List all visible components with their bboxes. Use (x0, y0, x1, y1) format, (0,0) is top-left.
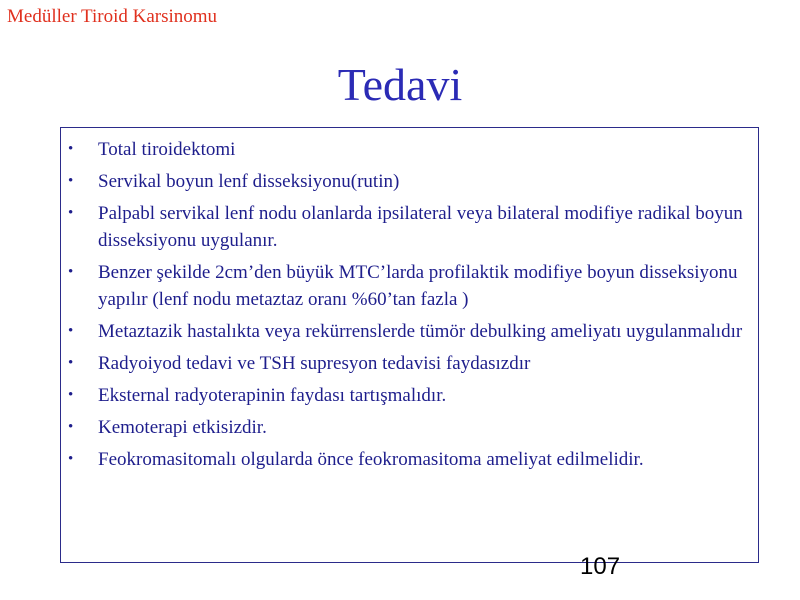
bullet-text: Metaztazik hastalıkta veya rekürrenslerde tümör debulking ameliyatı uygulanmalıdır (98, 321, 743, 342)
bullet-icon: • (68, 173, 74, 189)
bullet-icon: • (68, 387, 74, 403)
bullet-item (68, 414, 748, 441)
bullet-item (68, 136, 748, 163)
bullet-icon: • (68, 451, 74, 467)
bullet-text: Palpabl servikal lenf nodu olanlarda ipsilateral veya bilateral modifiye radikal boyun disseksiyonu uygulanır. (98, 203, 743, 251)
bullet-item (68, 200, 748, 254)
bullet-icon: • (68, 205, 74, 221)
bullet-icon: • (68, 419, 74, 435)
bullet-icon: • (68, 264, 74, 280)
bullet-text: Eksternal radyoterapinin faydası tartışmalıdır. (98, 385, 447, 406)
bullet-icon: • (68, 355, 74, 371)
bullet-item (68, 259, 748, 313)
slide-title: Tedavi (337, 59, 463, 110)
bullet-item (68, 446, 748, 473)
bullet-text: Servikal boyun lenf disseksiyonu(rutin) (98, 171, 400, 192)
bullet-list (68, 136, 748, 478)
bullet-text: Kemoterapi etkisizdir. (98, 417, 267, 438)
slide-header: Medüller Tiroid Karsinomu (7, 6, 218, 27)
bullet-item (68, 318, 748, 345)
bullet-icon: • (68, 141, 74, 157)
bullet-text: Feokromasitomalı olgularda önce feokromasitoma ameliyat edilmelidir. (98, 449, 644, 470)
bullet-item (68, 350, 748, 377)
bullet-icon: • (68, 323, 74, 339)
page-number: 107 (580, 553, 621, 580)
content-box (60, 127, 759, 563)
bullet-text: Benzer şekilde 2cm’den büyük MTC’larda profilaktik modifiye boyun disseksiyonu yapılır (lenf nodu metaztaz oranı %60’tan fazla ) (98, 262, 738, 310)
bullet-item (68, 168, 748, 195)
bullet-text: Radyoiyod tedavi ve TSH supresyon tedavisi faydasızdır (98, 353, 531, 374)
bullet-item (68, 382, 748, 409)
bullet-text: Total tiroidektomi (98, 139, 236, 160)
